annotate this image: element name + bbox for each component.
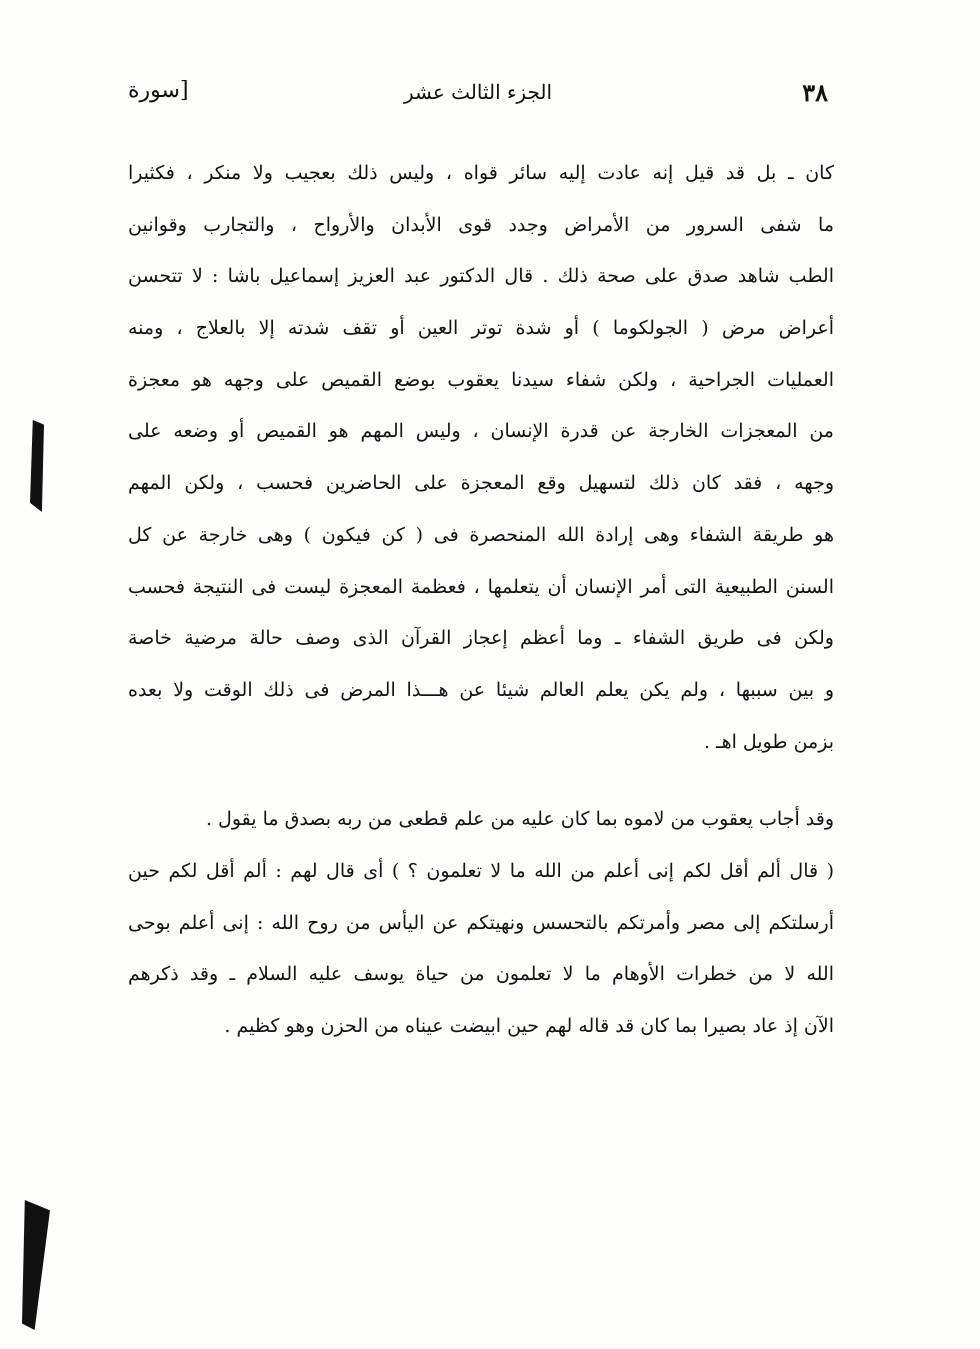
scan-artifact-top (30, 420, 44, 512)
text-line: وقد أجاب يعقوب من لاموه بما كان عليه من علم قطعى من ربه بصدق ما يقول . (205, 808, 834, 831)
text-line: بزمن طويل اهـ . (703, 730, 834, 753)
paragraph-gap (128, 768, 834, 794)
text-line: هو طريقة الشفاء وهى إرادة الله المنحصرة فى ( كن فيكون ) وهى خارجة عن كل (128, 523, 834, 546)
text-line: أعراض مرض ( الجولكوما ) أو شدة توتر العين أو تقف شدته إلا بالعلاج ، ومنه (128, 317, 834, 340)
page-header (128, 70, 828, 118)
paragraph-1 (128, 148, 834, 768)
text-line: ما شفى السرور من الأمراض وجدد قوى الأبدان والأرواح ، والتجارب وقوانين (128, 213, 834, 236)
page-number: ٣٨ (802, 78, 828, 107)
body-text (128, 148, 834, 1053)
text-line: الطب شاهد صدق على صحة ذلك . قال الدكتور عبد العزيز إسماعيل باشا : لا تتحسن (128, 265, 834, 288)
text-line: السنن الطبيعية التى أمر الإنسان أن يتعلمها ، فعظمة المعجزة ليست فى النتيجة فحسب (128, 575, 834, 598)
running-title: الجزء الثالث عشر (403, 80, 553, 104)
text-line: ( قال ألم أقل لكم إنى أعلم من الله ما لا تعلمون ؟ ) أى قال لهم : ألم أقل لكم حين (128, 859, 834, 882)
text-line: و بين سببها ، ولم يكن يعلم العالم شيئا عن هـــذا المرض فى ذلك الوقت ولا بعده (128, 678, 834, 701)
paragraph-2 (128, 794, 834, 846)
text-line: وجهه ، فقد كان ذلك لتسهيل وقع المعجزة على الحاضرين فحسب ، ولكن المهم (128, 472, 834, 495)
text-line: أرسلتكم إلى مصر وأمرتكم بالتحسس ونهيتكم عن اليأس من روح الله : إنى أعلم بوحى (128, 911, 834, 934)
scan-artifact-bottom (22, 1200, 50, 1330)
text-line: الآن إذ عاد بصيرا بما كان قد قاله لهم حين ابيضت عيناه من الحزن وهو كظيم . (224, 1015, 834, 1037)
text-line: العمليات الجراحية ، ولكن شفاء سيدنا يعقوب بوضع القميص على وجهه هو معجزة (128, 368, 834, 391)
text-line: كان ـ بل قد قيل إنه عادت إليه سائر قواه ، وليس ذلك بعجيب ولا منكر ، فكثيرا (128, 162, 834, 184)
text-line: الله لا من خطرات الأوهام ما لا تعلمون من حياة يوسف عليه السلام ـ وقد ذكرهم (128, 963, 834, 986)
text-line: من المعجزات الخارجة عن قدرة الإنسان ، وليس المهم هو القميص أو وضعه على (128, 420, 834, 443)
paragraph-3 (128, 846, 834, 1053)
text-line: ولكن فى طريق الشفاء ـ وما أعظم إعجاز القرآن الذى وصف حالة مرضية خاصة (128, 627, 834, 650)
chapter-label: [سورة (128, 78, 189, 103)
